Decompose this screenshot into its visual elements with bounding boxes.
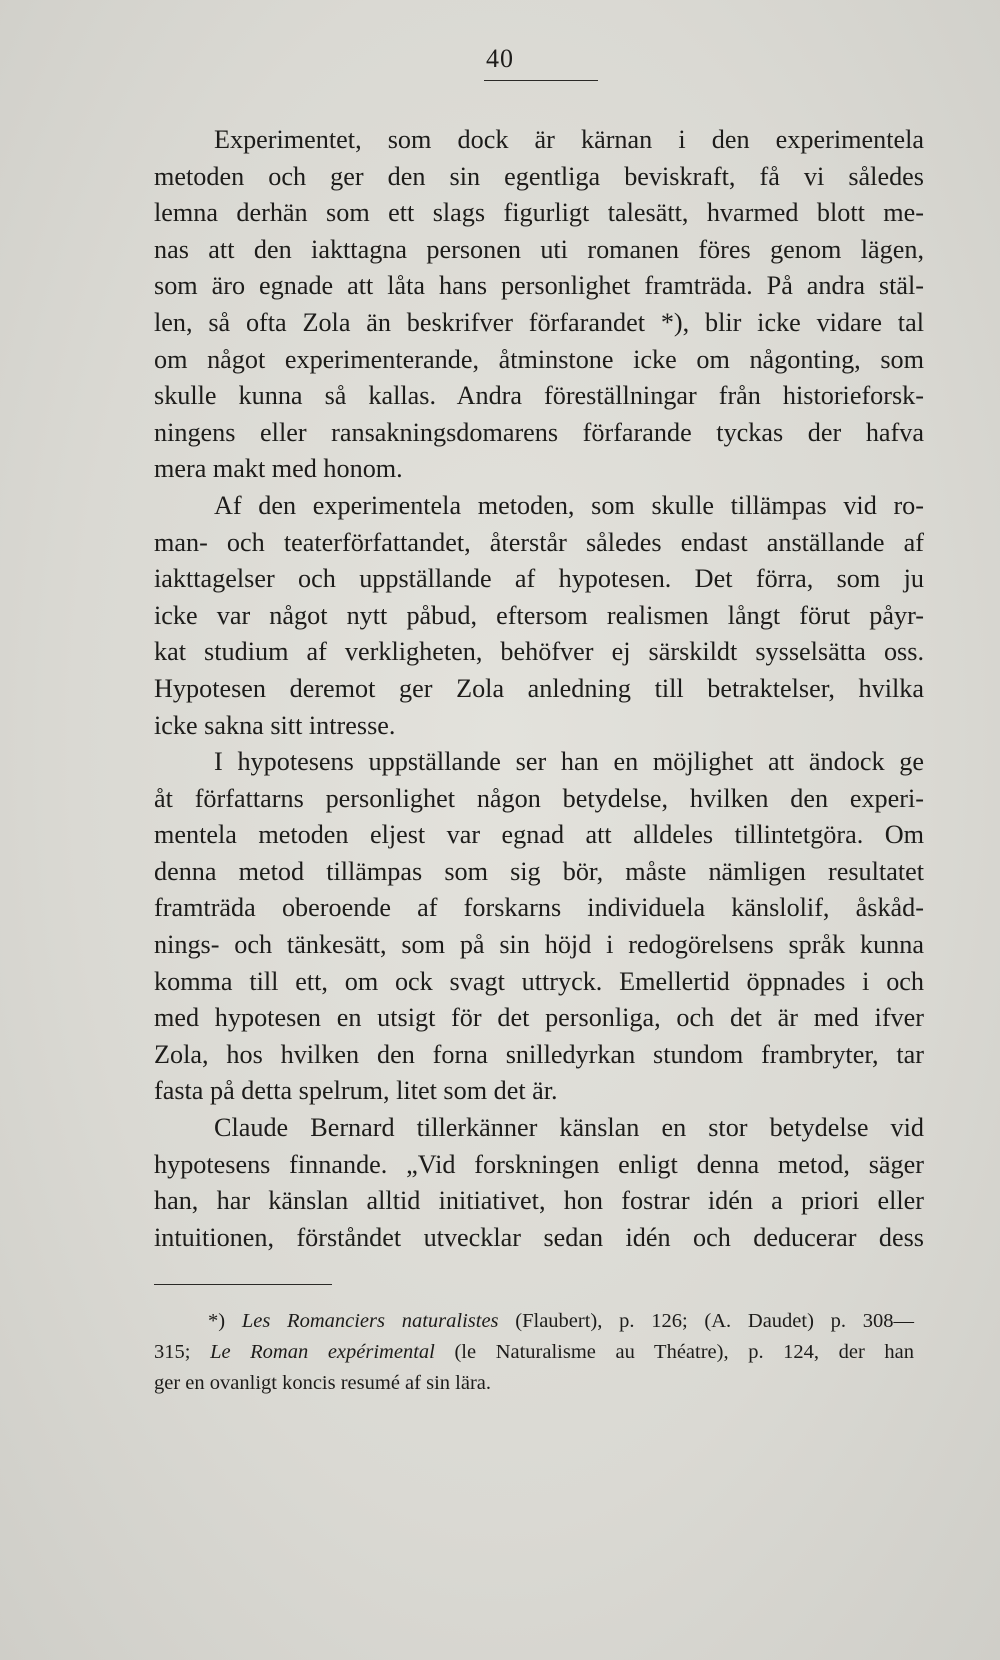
header-rule	[484, 80, 598, 81]
text-line: mera makt med honom.	[154, 454, 403, 484]
text-line: Claude Bernard tillerkänner känslan en stor betydelse vid	[214, 1113, 924, 1143]
text-line: Hypotesen deremot ger Zola anledning till betraktelser, hvilka	[154, 673, 924, 703]
text-line: Zola, hos hvilken den forna snilledyrkan stundom frambryter, tar	[154, 1039, 924, 1069]
text-line: nas att den iakttagna personen uti romanen föres genom lägen,	[154, 234, 924, 264]
text-line: skulle kunna så kallas. Andra föreställningar från historieforsk-	[154, 381, 924, 411]
footnote-title: Le Roman expérimental	[210, 1341, 435, 1363]
text-line: len, så ofta Zola än beskrifver förfarandet *), blir icke vidare tal	[154, 307, 924, 337]
footnote-text: (le Naturalisme au Théatre), p. 124, der han	[454, 1341, 915, 1363]
text-line: I hypotesens uppställande ser han en möjlighet att ändock ge	[214, 747, 924, 777]
text-line: metoden och ger den sin egentliga beviskraft, få vi således	[154, 161, 924, 191]
text-line: iakttagelser och uppställande af hypotesen. Det förra, som ju	[154, 564, 924, 594]
text-line: fasta på detta spelrum, litet som det är.	[154, 1076, 558, 1106]
text-line: som äro egnade att låta hans personlighet framträda. På andra stäl-	[154, 271, 924, 301]
text-line: framträda oberoende af forskarns individuela känslolif, åskåd-	[154, 893, 924, 923]
text-line: om något experimenterande, åtminstone icke om någonting, som	[154, 344, 924, 374]
text-line: komma till ett, om ock svagt uttryck. Emellertid öppnades i och	[154, 966, 924, 996]
page-number: 40	[486, 44, 514, 73]
footnote-title: Les Romanciers naturalistes	[241, 1310, 499, 1332]
text-line: man- och teaterförfattandet, återstår således endast anställande af	[154, 527, 924, 557]
text-line: Af den experimentela metoden, som skulle tillämpas vid ro-	[214, 490, 924, 520]
footnote-text: (Flaubert), p. 126; (A. Daudet) p. 308—	[515, 1310, 915, 1332]
text-line: med hypotesen en utsigt för det personliga, och det är med ifver	[154, 1003, 924, 1033]
footnote-text: 315;	[154, 1341, 191, 1363]
text-line: kat studium af verkligheten, behöfver ej särskildt sysselsätta oss.	[154, 637, 924, 667]
body-text	[154, 122, 924, 1256]
text-line: icke sakna sitt intresse.	[154, 710, 396, 740]
text-line: hypotesens finnande. „Vid forskningen enligt denna metod, säger	[154, 1149, 924, 1179]
text-line: intuitionen, förståndet utvecklar sedan idén och deducerar dess	[154, 1222, 924, 1252]
text-line: åt författarns personlighet någon betydelse, hvilken den experi-	[154, 783, 924, 813]
text-line: ningens eller ransakningsdomarens förfarande tyckas der hafva	[154, 417, 924, 447]
footnote-marker: *)	[208, 1310, 226, 1332]
text-line: lemna derhän som ett slags figurligt talesätt, hvarmed blott me-	[154, 198, 924, 228]
text-line: nings- och tänkesätt, som på sin höjd i redogörelsens språk kunna	[154, 930, 924, 960]
footnote-line	[154, 1306, 914, 1337]
text-line: mentela metoden eljest var egnad att alldeles tillintetgöra. Om	[154, 820, 924, 850]
text-line: icke var något nytt påbud, eftersom realismen långt förut påyr-	[154, 600, 924, 630]
footnote-line: ger en ovanligt koncis resumé af sin lära.	[154, 1372, 491, 1394]
footnote	[154, 1306, 914, 1399]
text-line: han, har känslan alltid initiativet, hon fostrar idén a priori eller	[154, 1186, 924, 1216]
footnote-line	[154, 1337, 914, 1368]
text-line: denna metod tillämpas som sig bör, måste nämligen resultatet	[154, 856, 924, 886]
text-line: Experimentet, som dock är kärnan i den experimentela	[214, 125, 924, 154]
footnote-rule	[154, 1284, 332, 1285]
